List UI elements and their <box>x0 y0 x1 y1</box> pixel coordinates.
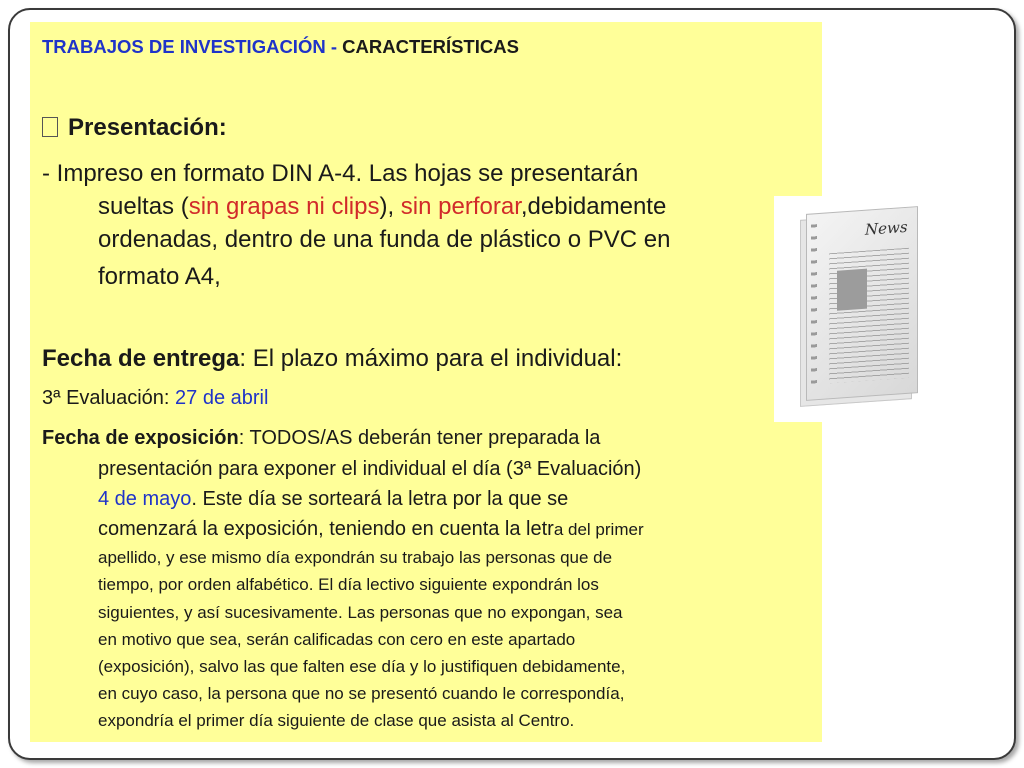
impreso-line-1: - Impreso en formato DIN A-4. Las hojas se presentarán <box>42 160 639 187</box>
fecha-exposicion-line-1 <box>42 427 600 450</box>
fecha-entrega-text: : El plazo máximo para el individual: <box>239 345 623 372</box>
impreso-line-3: ordenadas, dentro de una funda de plástico o PVC en <box>98 226 671 253</box>
punch-holes <box>811 224 817 389</box>
presentacion-heading <box>42 114 227 142</box>
bullet-box-icon <box>42 117 58 137</box>
impreso-text: ,debidamente <box>520 193 667 220</box>
fecha-exposicion-line-7: siguientes, y así sucesivamente. Las personas que no expongan, sea <box>98 603 623 622</box>
fecha-exposicion-text: : TODOS/AS deberán tener preparada la <box>238 427 601 449</box>
title-dark: CARACTERÍSTICAS <box>337 36 519 57</box>
title-blue: TRABAJOS DE INVESTIGACIÓN - <box>42 36 337 57</box>
fecha-exposicion-line-8: en motivo que sea, serán calificadas con cero en este apartado <box>98 630 576 649</box>
newspaper-text-lines <box>829 248 909 384</box>
fecha-exposicion-text: a del primer <box>553 520 644 539</box>
plastic-sleeve-photo <box>774 196 974 422</box>
fecha-exposicion-line-10: en cuyo caso, la persona que no se presentó cuando le correspondía, <box>98 684 625 703</box>
fecha-exposicion-line-4 <box>98 518 644 541</box>
exposicion-date: 4 de mayo <box>98 488 192 510</box>
evaluacion-date: 27 de abril <box>175 387 269 409</box>
impreso-text: ), <box>379 193 401 220</box>
evaluacion-label: 3ª Evaluación: <box>42 387 176 409</box>
impreso-line-4: formato A4, <box>98 263 221 290</box>
sin-perforar-highlight: sin perforar <box>400 193 521 220</box>
news-heading: News <box>865 217 908 239</box>
fecha-exposicion-line-9: (exposición), salvo las que falten ese día y lo justifiquen debidamente, <box>98 657 626 676</box>
fecha-exposicion-line-11: expondría el primer día siguiente de clase que asista al Centro. <box>98 711 575 730</box>
fecha-entrega-label: Fecha de entrega <box>42 345 240 372</box>
fecha-exposicion-line-6: tiempo, por orden alfabético. El día lectivo siguiente expondrán los <box>98 575 599 594</box>
impreso-text: sueltas ( <box>98 193 189 220</box>
impreso-line-2 <box>98 193 666 221</box>
fecha-exposicion-line-2: presentación para exponer el individual el día (3ª Evaluación) <box>98 458 642 480</box>
fecha-exposicion-text: comenzará la exposición, teniendo en cuenta la letr <box>98 518 554 540</box>
fecha-exposicion-line-5: apellido, y ese mismo día expondrán su trabajo las personas que de <box>98 548 613 567</box>
newspaper-photo-block <box>837 269 867 311</box>
presentacion-label: Presentación: <box>68 114 227 141</box>
slide-title <box>42 36 519 58</box>
fecha-exposicion-line-3 <box>98 488 568 511</box>
fecha-exposicion-text: . Este día se sorteará la letra por la que se <box>191 488 569 510</box>
fecha-exposicion-label: Fecha de exposición <box>42 427 239 449</box>
evaluacion-line <box>42 387 268 410</box>
fecha-entrega <box>42 345 622 373</box>
sin-grapas-highlight: sin grapas ni clips <box>188 193 380 220</box>
sleeve-sheet <box>806 206 918 401</box>
